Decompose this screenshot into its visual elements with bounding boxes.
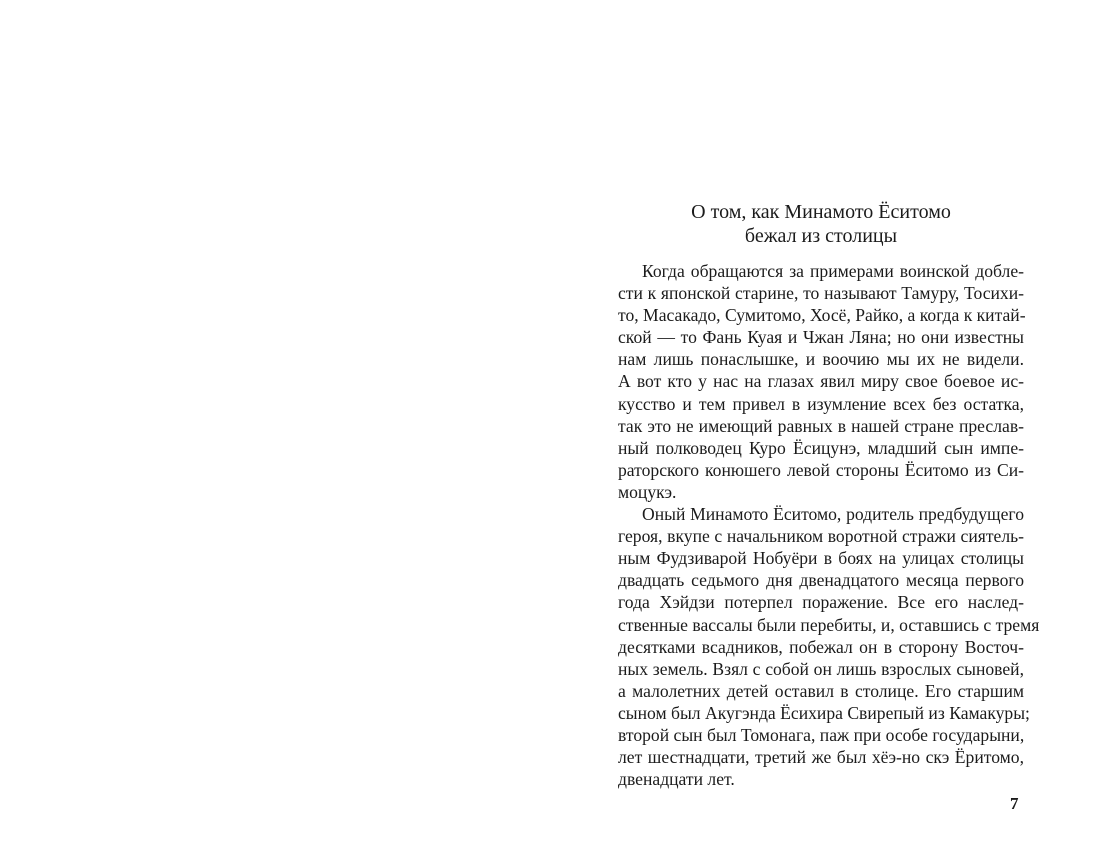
text-line: то, Масакадо, Сумитомо, Хосё, Райко, а когда к китай- [618,305,1026,326]
text-line: ской — то Фань Куая и Чжан Ляна; но они известны [618,327,1024,348]
text-line: ным Фудзиварой Нобуёри в боях на улицах столицы [618,548,1024,569]
text-line: А вот кто у нас на глазах явил миру свое боевое ис- [618,371,1024,392]
text-line: ный полководец Куро Ёсицунэ, младший сын импе- [618,437,1024,458]
text-line: Когда обращаются за примерами воинской добле- [642,261,1024,281]
text-line: двадцать седьмого дня двенадцатого месяца первого [618,570,1024,591]
text-line: года Хэйдзи потерпел поражение. Все его наслед- [618,592,1024,613]
text-line: так это не имеющий равных в нашей стране преслав- [618,415,1024,436]
text-line: сти к японской старине, то называют Тамуру, Тосихи- [618,283,1024,304]
text-line: ственные вассалы были перебиты, и, оставшись с тремя [618,614,1040,635]
text-line: героя, вкупе с начальником воротной стражи сиятель- [618,526,1024,547]
text-line: второй сын был Томонага, паж при особе государыни, [618,724,1025,745]
text-line: сыном был Акугэнда Ёсихира Свирепый из Камакуры; [618,702,1030,723]
page-number: 7 [1010,794,1019,813]
text-line: а малолетних детей оставил в столице. Его старшим [618,680,1024,701]
chapter-body [618,260,1040,790]
text-line: двенадцати лет. [618,769,735,790]
text-line: кусство и тем привел в изумление всех без остатка, [618,393,1024,414]
chapter-title-line-2: бежал из столицы [744,225,898,247]
chapter-title [618,200,1024,248]
text-line: ных земель. Взял с собой он лишь взрослых сыновей, [618,658,1024,679]
text-line: лет шестнадцати, третий же был хёэ-но скэ Ёритомо, [618,747,1024,768]
paragraph-2 [618,503,1040,790]
text-line: нам лишь понаслышке, и воочию мы их не видели. [618,349,1024,370]
text-line: десятками всадников, побежал он в сторону Восточ- [618,636,1024,657]
text-line: раторского конюшего левой стороны Ёситомо из Си- [618,459,1024,480]
text-line: моцукэ. [618,481,677,502]
chapter-title-line-1: О том, как Минамото Ёситомо [691,201,951,223]
text-line: Оный Минамото Ёситомо, родитель предбудущего [642,504,1024,525]
paragraph-1 [618,260,1024,503]
